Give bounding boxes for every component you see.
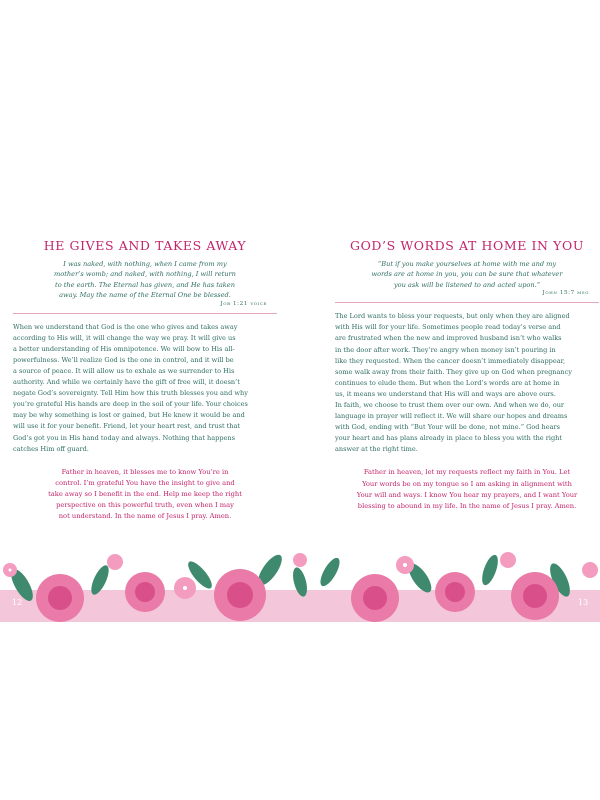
body-line: are frustrated when the new and improved husband isn’t who walks [335,334,562,343]
left-page [13,238,277,522]
prayer-line: not understand. In the name of Jesus I pray. Amen. [58,512,232,521]
prayer-line: Father in heaven, it blesses me to know You’re in [61,467,229,476]
body-line: language in prayer will reflect it. We will share our hopes and dreams [335,412,568,421]
right-body-text [335,311,599,455]
prayer-line: Father in heaven, let my requests reflect my faith in You. Let [363,468,571,477]
body-line: In faith, we choose to trust them over our own. And when we do, our [335,400,565,409]
right-verse-reference: John 15:7 msg [542,290,589,297]
body-line: a source of peace. It will allow us to exhale as we surrender to His [13,367,235,375]
divider [13,313,277,314]
body-line: answer at the right time. [335,445,418,454]
verse-line: “But if you make yourselves at home with me and my [377,260,557,268]
prayer-line: blessing to abound in my life. In the name of Jesus I pray. Amen. [357,501,577,510]
verse-line: you ask will be listened to and acted upon.” [393,280,541,289]
verse-line: words are at home in you, you can be sure that whatever [371,270,563,279]
verse-line: away. May the name of the Eternal One be blessed. [59,291,231,300]
body-line: according to His will, it will change the way we pray. It will give us [13,333,236,342]
verse-line: mother’s womb; and naked, with nothing, I will return [54,270,236,279]
body-line: catches Him off guard. [13,444,89,453]
divider [335,302,599,303]
body-line: some walk away from their faith. They give up on God when pregnancy [335,367,572,376]
floral-border-illustration [0,540,600,622]
left-verse-reference: Job 1:21 voice [220,300,267,307]
body-line: like they requested. When the cancer doesn’t immediately disappear, [335,356,566,365]
body-line: The Lord wants to bless your requests, but only when they are aligned [335,312,570,321]
prayer-line: Your will and ways. I know You hear my prayers, and I want Your [356,490,578,499]
prayer-line: perspective on this powerful truth, even when I may [56,501,234,510]
body-line: When we understand that God is the one who gives and takes away [13,322,238,331]
body-line: negate God’s sovereignty. Tell Him how this truth blesses you and why [13,389,248,398]
body-line: us, it means we understand that His will and ways are above ours. [335,389,556,398]
right-page [335,238,599,512]
left-prayer [23,467,267,522]
left-body-text [13,322,277,455]
right-verse [341,259,593,290]
body-line: a better understanding of His omnipotence. We will bow to His all- [13,344,235,353]
right-page-title: GOD’S WORDS AT HOME IN YOU [349,238,584,253]
body-line: God’s got you in His hand today and always. Nothing that happens [13,433,235,442]
right-page-number: 13 [578,598,589,607]
prayer-line: control. I’m grateful You have the insight to give and [55,478,235,487]
body-line: will use it for your benefit. Friend, let your heart rest, and trust that [13,422,241,431]
body-line: your heart and has plans already in place to bless you with the right [335,434,563,443]
body-line: may be why something is lost or gained, but He knew it would be and [13,411,245,420]
right-prayer [345,467,589,511]
body-line: with God, ending with “But Your will be done, not mine.” God hears [335,423,561,432]
left-page-title: HE GIVES AND TAKES AWAY [43,238,247,253]
body-line: in the door after work. They’re angry when money isn’t pouring in [335,345,556,354]
body-line: you’re grateful His hands are deep in the soil of your life. Your choices [13,400,248,409]
body-line: with His will for your life. Sometimes people read today’s verse and [335,323,561,332]
verse-line: to the earth. The Eternal has given, and He has taken [55,280,235,289]
left-page-number: 12 [12,598,23,607]
prayer-line: take away so I benefit in the end. Help me keep the right [48,489,242,498]
body-line: authority. And while we certainly have the gift of free will, it doesn’t [13,378,240,387]
body-line: powerfulness. We’ll realize God is the one in control, and it will be [13,355,234,364]
prayer-line: Your words be on my tongue so I am asking in alignment with [362,479,572,488]
body-line: continues to elude them. But when the Lord’s words are at home in [335,378,560,387]
left-verse [19,259,271,301]
verse-line: I was naked, with nothing, when I came from my [63,260,227,268]
